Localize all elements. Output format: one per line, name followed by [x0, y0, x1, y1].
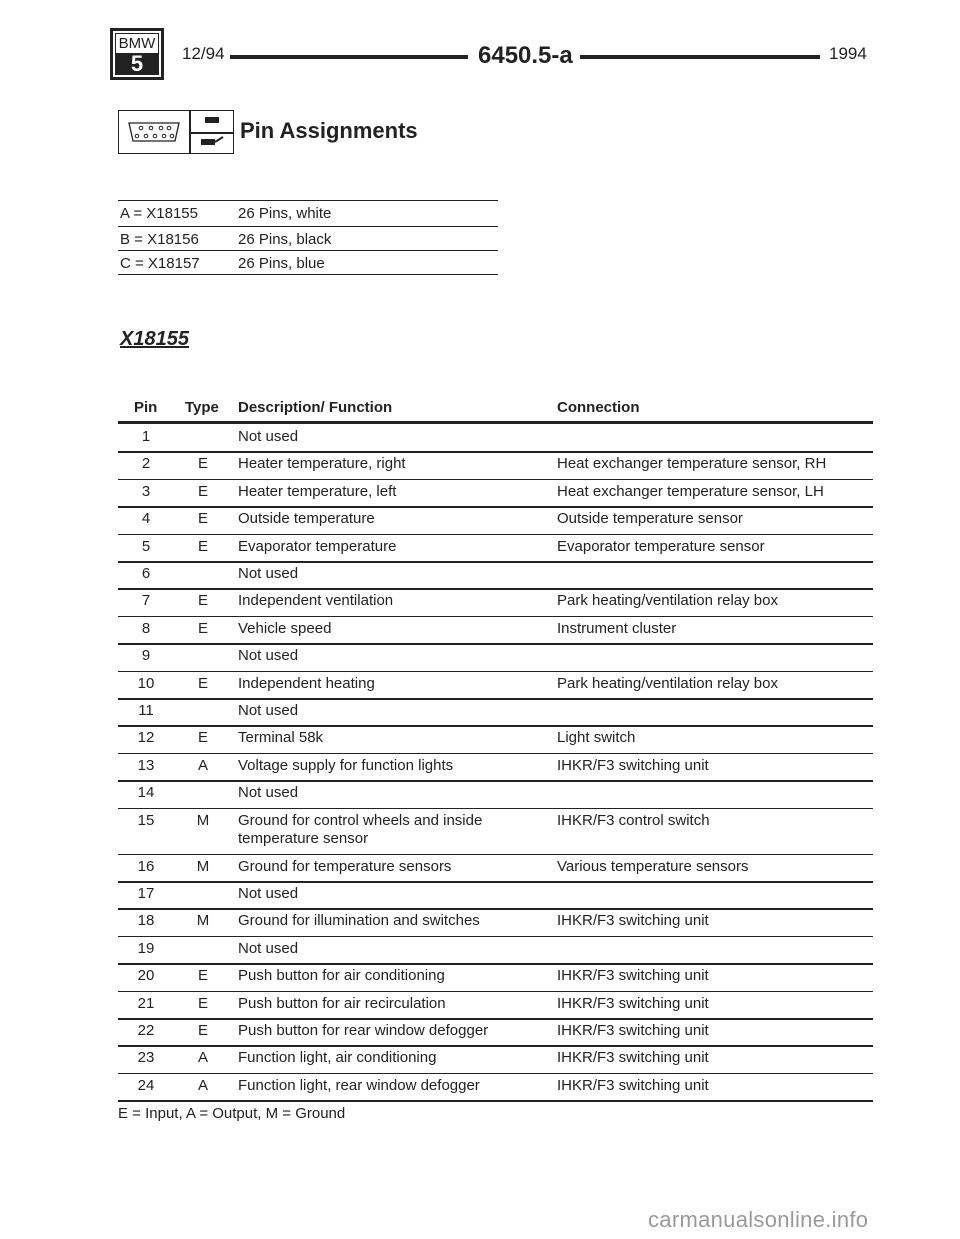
column-header-type: Type	[185, 399, 219, 416]
table-row-rule	[118, 479, 873, 481]
bmw-logo	[110, 28, 164, 80]
pin-number: 17	[137, 885, 155, 902]
table-row-rule	[118, 506, 873, 508]
table-row-rule	[118, 1018, 873, 1020]
pin-type: A	[197, 756, 208, 774]
pin-description: Terminal 58k	[238, 729, 324, 747]
pin-type: E	[197, 537, 208, 555]
pin-description: Independent ventilation	[238, 592, 394, 610]
pin-number: 14	[137, 784, 155, 802]
pin-number: 1	[141, 428, 151, 445]
pin-connection: Instrument cluster	[557, 619, 677, 637]
table-row-rule	[118, 963, 873, 965]
pin-type: E	[197, 967, 208, 985]
column-header-description: Description/ Function	[238, 399, 393, 416]
pin-description: Ground for illumination and switches	[238, 912, 480, 930]
pin-description: Push button for air conditioning	[238, 967, 445, 985]
table-row-rule	[118, 1045, 873, 1047]
table-row-rule	[118, 451, 873, 453]
pin-connection: Park heating/ventilation relay box	[557, 592, 778, 610]
pin-description: Outside temperature	[238, 510, 375, 528]
pin-description: Vehicle speed	[238, 619, 332, 637]
pin-description: Not used	[238, 885, 299, 902]
pin-connection: Outside temperature sensor	[557, 510, 743, 528]
pin-number: 13	[137, 756, 155, 774]
pin-type: E	[197, 592, 208, 610]
table-row-rule	[118, 991, 873, 993]
table-header-rule	[118, 421, 873, 424]
connector-id: C = X18157	[120, 255, 200, 272]
table-row-rule	[118, 561, 873, 563]
pin-number: 10	[137, 674, 155, 692]
pin-number: 15	[137, 811, 155, 829]
pin-type: A	[197, 1076, 208, 1094]
table-row-rule	[118, 725, 873, 727]
pin-description: Independent heating	[238, 674, 375, 692]
pin-connection: Light switch	[557, 729, 636, 747]
table-row-rule	[118, 808, 873, 810]
table-row-rule	[118, 881, 873, 883]
table-row-rule	[118, 854, 873, 856]
pin-type: E	[197, 510, 208, 528]
pin-description: Push button for air recirculation	[238, 994, 446, 1012]
connector-row	[118, 250, 498, 276]
pin-connection: IHKR/F3 switching unit	[557, 994, 709, 1012]
section-title: X18155	[120, 328, 189, 350]
pin-description: Not used	[238, 702, 299, 719]
pin-description: Evaporator temperature	[238, 537, 397, 555]
logo-series: 5	[115, 53, 159, 75]
pin-number: 20	[137, 967, 155, 985]
pin-description: Ground for temperature sensors	[238, 857, 452, 875]
pin-description: Not used	[238, 428, 299, 445]
pin-description: Heater temperature, right	[238, 455, 406, 473]
pin-number: 11	[138, 702, 154, 719]
pin-number: 5	[141, 537, 151, 555]
table-row-rule	[118, 671, 873, 673]
pin-description: Not used	[238, 647, 299, 665]
table-row-rule	[118, 588, 873, 590]
pin-type: E	[197, 619, 208, 637]
pin-type: E	[197, 482, 208, 500]
pin-description: Ground for control wheels and inside temperature sensor	[238, 811, 483, 847]
table-row-rule	[118, 616, 873, 618]
connector-row	[118, 200, 498, 226]
pin-type: M	[196, 857, 210, 875]
pin-number: 24	[137, 1076, 155, 1094]
pin-connection: IHKR/F3 switching unit	[557, 756, 709, 774]
table-row-rule	[118, 698, 873, 700]
connector-list-bottom-rule	[118, 274, 498, 275]
pin-number: 6	[141, 565, 151, 582]
pin-connection: IHKR/F3 switching unit	[557, 912, 709, 930]
column-header-connection: Connection	[557, 399, 640, 416]
page-title: Pin Assignments	[240, 118, 418, 143]
connector-description: 26 Pins, white	[238, 205, 332, 222]
pin-number: 23	[137, 1049, 155, 1067]
column-header-pin: Pin	[134, 399, 158, 416]
pin-number: 19	[137, 939, 155, 957]
pin-number: 9	[141, 647, 151, 665]
pin-number: 12	[137, 729, 155, 747]
pin-number: 8	[141, 619, 151, 637]
connector-row	[118, 226, 498, 252]
header-rule-left	[230, 55, 468, 59]
pin-description: Not used	[238, 784, 299, 802]
pin-number: 21	[137, 994, 155, 1012]
watermark: carmanualsonline.info	[648, 1207, 869, 1232]
pin-description: Heater temperature, left	[238, 482, 397, 500]
pin-type: E	[197, 1022, 208, 1039]
pin-type: M	[196, 912, 210, 930]
table-row-rule	[118, 1073, 873, 1075]
pin-connection: Heat exchanger temperature sensor, RH	[557, 455, 827, 473]
pin-connection: Park heating/ventilation relay box	[557, 674, 778, 692]
pin-type: E	[197, 994, 208, 1012]
pin-number: 18	[137, 912, 155, 930]
table-row-rule	[118, 936, 873, 938]
connector-description: 26 Pins, black	[238, 231, 332, 248]
pin-type: M	[196, 811, 210, 829]
pin-number: 3	[141, 482, 151, 500]
header-date: 12/94	[182, 44, 225, 63]
pin-number: 2	[141, 455, 151, 473]
pin-description: Function light, rear window defogger	[238, 1076, 480, 1094]
pin-number: 4	[141, 510, 151, 528]
pin-number: 22	[137, 1022, 155, 1039]
pin-number: 7	[141, 592, 151, 610]
pin-description: Function light, air conditioning	[238, 1049, 437, 1067]
logo-brand: BMW	[115, 33, 159, 55]
pin-connection: Various temperature sensors	[557, 857, 749, 875]
pin-direction-icon	[191, 111, 235, 153]
type-legend: E = Input, A = Output, M = Ground	[118, 1105, 346, 1122]
header-rule-right	[580, 55, 820, 59]
pin-description: Not used	[238, 939, 299, 957]
pin-description: Voltage supply for function lights	[238, 756, 454, 774]
pin-number: 16	[137, 857, 155, 875]
pin-connection: IHKR/F3 switching unit	[557, 967, 709, 985]
pin-connection: IHKR/F3 switching unit	[557, 1022, 709, 1039]
connector-id: A = X18155	[120, 205, 198, 222]
document-number: 6450.5-a	[478, 42, 573, 69]
table-row-rule	[118, 753, 873, 755]
connector-icon	[118, 110, 234, 154]
header-year: 1994	[829, 44, 867, 63]
pin-type: E	[197, 729, 208, 747]
table-row-rule	[118, 908, 873, 910]
pin-description: Not used	[238, 565, 299, 582]
table-row-rule	[118, 1100, 873, 1102]
connector-id: B = X18156	[120, 231, 199, 248]
table-row-rule	[118, 534, 873, 536]
pin-type: A	[197, 1049, 208, 1067]
pin-type: E	[197, 674, 208, 692]
pin-type: E	[197, 455, 208, 473]
table-row-rule	[118, 643, 873, 645]
pin-connection: IHKR/F3 switching unit	[557, 1076, 709, 1094]
pin-connection: IHKR/F3 switching unit	[557, 1049, 709, 1067]
pin-description: Push button for rear window defogger	[238, 1022, 489, 1039]
connector-plug-icon	[119, 111, 189, 153]
pin-connection: Evaporator temperature sensor	[557, 537, 765, 555]
pin-connection: Heat exchanger temperature sensor, LH	[557, 482, 824, 500]
pin-connection: IHKR/F3 control switch	[557, 811, 710, 829]
connector-description: 26 Pins, blue	[238, 255, 325, 272]
table-row-rule	[118, 780, 873, 782]
